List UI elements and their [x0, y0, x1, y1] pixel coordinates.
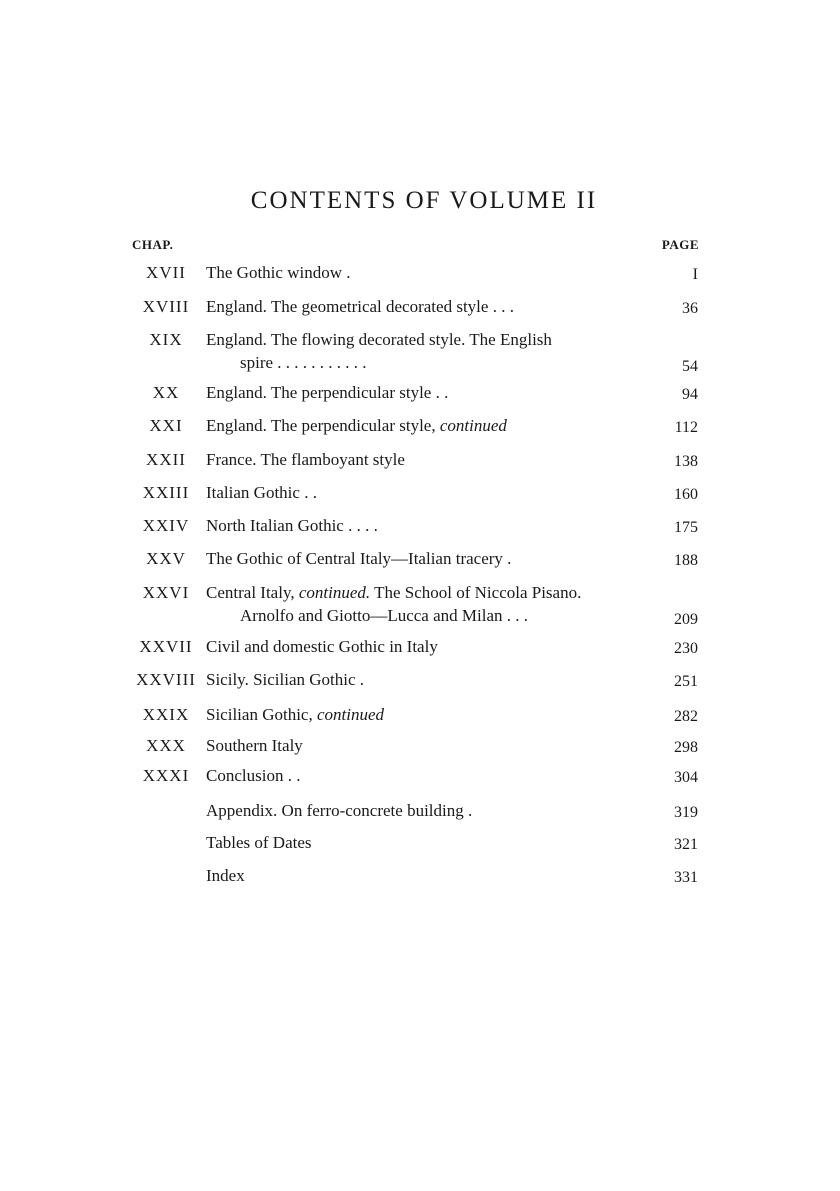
entry-title: [206, 736, 303, 756]
entry-title: [206, 450, 405, 470]
entry-title-text: Civil and domestic Gothic in Italy: [206, 637, 438, 656]
chapter-number: XXII: [146, 450, 186, 469]
chapter-number: XIX: [149, 330, 183, 349]
leader-dots: . .: [304, 483, 317, 502]
entry-title-text: spire: [240, 353, 274, 372]
entry-title: [206, 516, 378, 536]
leader-dots: . .: [435, 383, 449, 402]
entry-title: [206, 483, 317, 503]
entry-title: [206, 833, 312, 853]
chapter-number: XXIV: [142, 516, 190, 535]
entry-title-text: Tables of Dates: [206, 833, 312, 852]
entry-title: [206, 549, 511, 569]
entry-title-continuation: The School of Niccola Pisano.: [370, 583, 582, 602]
chapter-number: XX: [152, 383, 180, 402]
entry-title: [206, 670, 364, 690]
leader-dots: .: [346, 263, 351, 282]
page-number: 175: [674, 519, 698, 536]
page-number: 112: [674, 419, 698, 436]
entry-title: [206, 297, 514, 317]
chapter-number: XXVII: [139, 637, 193, 656]
chapter-number: XXI: [149, 416, 183, 435]
page-number: 209: [674, 611, 698, 628]
page-number: 138: [674, 453, 698, 470]
entry-title: [206, 383, 448, 403]
page-number: 188: [674, 552, 698, 569]
chapter-number: XVII: [146, 263, 186, 282]
chapter-column-header: CHAP.: [132, 237, 174, 252]
chapter-number: XXVI: [142, 583, 190, 602]
entry-title: [206, 637, 438, 657]
leader-dots: .: [507, 549, 512, 568]
chapter-number: XXX: [146, 736, 186, 755]
page-number: 282: [674, 708, 698, 725]
chapter-number: XXIX: [142, 705, 190, 724]
chapter-number: XVIII: [142, 297, 190, 316]
page-number: 304: [674, 769, 698, 786]
entry-title: [206, 416, 507, 436]
entry-title-text: Italian Gothic: [206, 483, 300, 502]
entry-title-text: Central Italy,: [206, 583, 299, 602]
chapter-number: XXV: [146, 549, 186, 568]
leader-dots: .: [468, 801, 473, 820]
page-number: 230: [674, 640, 698, 657]
entry-title-text: England. The geometrical decorated style: [206, 297, 489, 316]
page-number: 251: [674, 673, 698, 690]
entry-title-line2: [240, 353, 367, 373]
entry-title: [206, 801, 472, 821]
entry-title-line2: [240, 606, 528, 626]
leader-dots: . . .: [506, 606, 528, 625]
entry-title-italic: continued: [439, 416, 507, 435]
leader-dots: . . . . . . . . . . .: [277, 353, 367, 372]
entry-title-text: Conclusion: [206, 766, 284, 785]
entry-title-text: Sicilian Gothic,: [206, 705, 317, 724]
entry-title-text: The Gothic window: [206, 263, 342, 282]
entry-title-text: Southern Italy: [206, 736, 303, 755]
leader-dots: .: [359, 670, 365, 689]
page-number: I: [692, 266, 698, 283]
entry-title: [206, 705, 384, 725]
page-number: 36: [682, 300, 698, 317]
chapter-number: XXXI: [142, 766, 190, 785]
leader-dots: . . . .: [348, 516, 378, 535]
entry-title-text: Index: [206, 866, 245, 885]
page-number: 160: [674, 486, 698, 503]
page-title: CONTENTS OF VOLUME II: [250, 187, 598, 214]
entry-title-text: England. The flowing decorated style. The English: [206, 330, 552, 349]
chapter-number: XXIII: [142, 483, 190, 502]
entry-title: [206, 766, 300, 786]
page-number: 319: [674, 804, 698, 821]
entry-title-italic: continued: [316, 705, 385, 724]
page-number: 54: [682, 358, 698, 375]
entry-title-text: The Gothic of Central Italy—Italian tracery: [206, 549, 503, 568]
entry-title-italic: continued.: [298, 583, 371, 602]
entry-title-text: Sicily. Sicilian Gothic: [206, 670, 356, 689]
page-number: 94: [682, 386, 698, 403]
entry-title-text: North Italian Gothic: [206, 516, 344, 535]
entry-title-text: England. The perpendicular style: [206, 383, 432, 402]
entry-title-text: Arnolfo and Giotto—Lucca and Milan: [240, 606, 503, 625]
page-number: 298: [674, 739, 698, 756]
entry-title-text: Appendix. On ferro-concrete building: [206, 801, 464, 820]
entry-title: [206, 583, 581, 603]
entry-title-text: France. The flamboyant style: [206, 450, 405, 469]
page-number: 331: [674, 869, 698, 886]
entry-title: [206, 866, 245, 886]
leader-dots: . .: [287, 766, 301, 785]
entry-title: [206, 330, 552, 350]
chapter-number: XXVIII: [136, 670, 196, 689]
entry-title: [206, 263, 350, 283]
entry-title-text: England. The perpendicular style,: [206, 416, 440, 435]
leader-dots: . . .: [492, 297, 514, 316]
page-number: 321: [674, 836, 698, 853]
page-column-header: PAGE: [661, 237, 699, 252]
